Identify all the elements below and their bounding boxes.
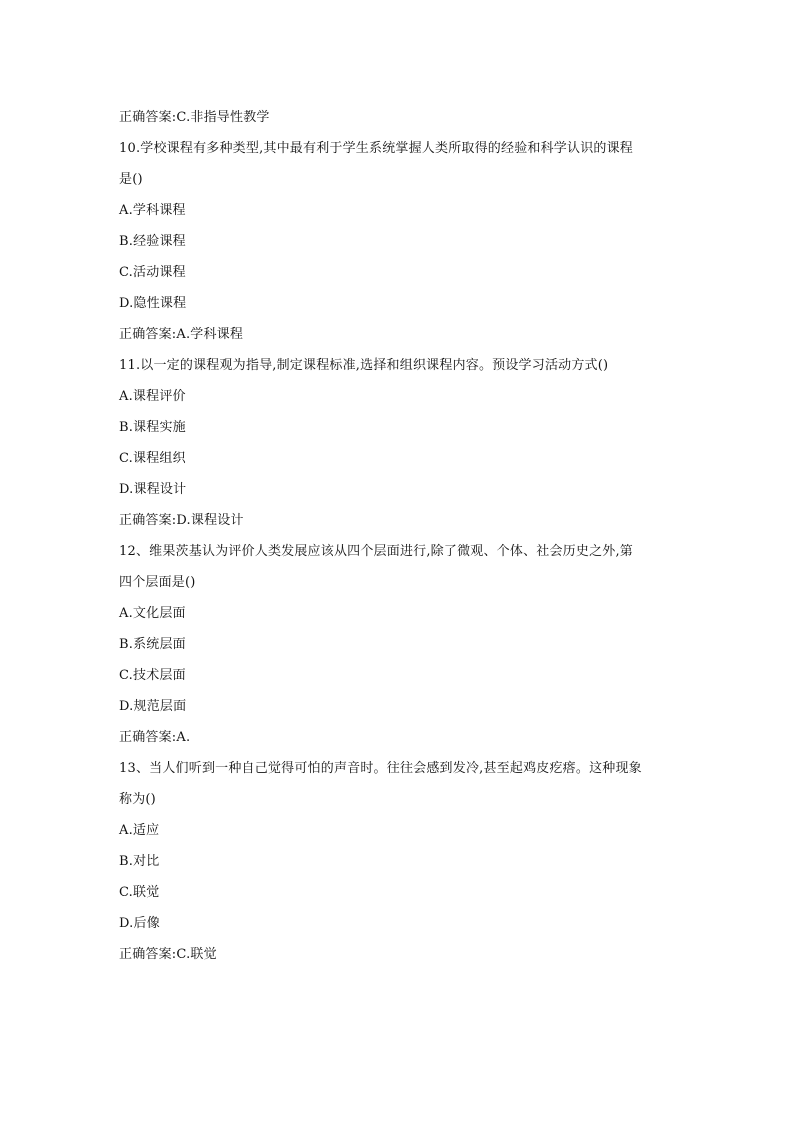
option-b: B.课程实施 xyxy=(119,420,186,435)
option-d: D.规范层面 xyxy=(119,699,187,714)
option-c: C.联觉 xyxy=(119,885,160,900)
option-a: A.适应 xyxy=(119,823,160,838)
question-block xyxy=(119,753,679,970)
question-block xyxy=(119,536,679,753)
document-content xyxy=(119,102,679,970)
previous-answer: 正确答案:C.非指导性教学 xyxy=(119,110,270,125)
question-stem-line: 13、当人们听到一种自己觉得可怕的声音时。往往会感到发冷,甚至起鸡皮疙瘩。这种现象 xyxy=(119,761,642,776)
option-a: A.学科课程 xyxy=(119,203,186,218)
question-stem-line: 11.以一定的课程观为指导,制定课程标准,选择和组织课程内容。预设学习活动方式() xyxy=(119,358,609,373)
question-stem-line: 四个层面是() xyxy=(119,575,196,590)
option-c: C.课程组织 xyxy=(119,451,186,466)
option-b: B.经验课程 xyxy=(119,234,186,249)
option-b: B.系统层面 xyxy=(119,637,186,652)
correct-answer: 正确答案:D.课程设计 xyxy=(119,513,244,528)
question-stem-line: 12、维果茨基认为评价人类发展应该从四个层面进行,除了微观、个体、社会历史之外,第 xyxy=(119,544,634,559)
correct-answer: 正确答案:A. xyxy=(119,730,191,745)
option-b: B.对比 xyxy=(119,854,160,869)
question-block xyxy=(119,350,679,536)
option-d: D.隐性课程 xyxy=(119,296,187,311)
option-c: C.活动课程 xyxy=(119,265,186,280)
question-block xyxy=(119,133,679,350)
question-stem-line: 是() xyxy=(119,172,143,187)
option-a: A.课程评价 xyxy=(119,389,186,404)
question-stem-line: 称为() xyxy=(119,792,156,807)
option-c: C.技术层面 xyxy=(119,668,186,683)
correct-answer: 正确答案:C.联觉 xyxy=(119,947,217,962)
option-a: A.文化层面 xyxy=(119,606,186,621)
option-d: D.后像 xyxy=(119,916,160,931)
option-d: D.课程设计 xyxy=(119,482,187,497)
question-stem-line: 10.学校课程有多种类型,其中最有利于学生系统掌握人类所取得的经验和科学认识的课程 xyxy=(119,141,634,156)
correct-answer: 正确答案:A.学科课程 xyxy=(119,327,244,342)
